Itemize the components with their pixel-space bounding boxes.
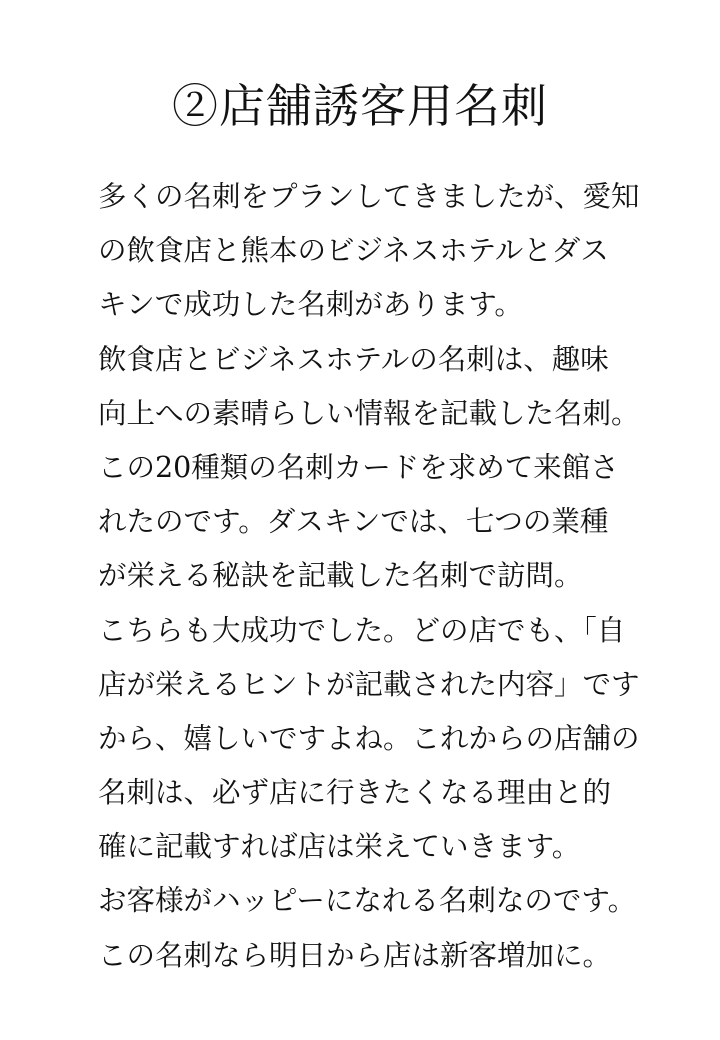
body-line: 多くの名刺をプランしてきましたが、愛知	[98, 180, 640, 213]
body-line: 飲食店とビジネスホテルの名刺は、趣味	[98, 342, 609, 376]
body-text	[98, 170, 698, 983]
body-line: こちらも大成功でした。どの店でも、「自	[98, 613, 626, 647]
body-line: が栄える秘訣を記載した名刺で訪問。	[98, 559, 583, 593]
body-line: 確に記載すれば店は栄えていきます。	[98, 830, 581, 864]
body-line: キンで成功した名刺があります。	[98, 288, 523, 322]
body-line: 向上への素晴らしい情報を記載した名刺。	[98, 396, 640, 430]
body-line: この名刺なら明日から店は新客増加に。	[98, 938, 612, 972]
body-line: の飲食店と熊本のビジネスホテルとダス	[98, 234, 609, 268]
body-line: 名刺は、必ず店に行きたくなる理由と的	[98, 776, 612, 810]
page-title: ②店舗誘客用名刺	[172, 79, 548, 133]
body-line: れたのです。ダスキンでは、七つの業種	[98, 505, 609, 539]
body-line: 店が栄えるヒントが記載された内容」です	[98, 667, 640, 701]
body-line: この20種類の名刺カードを求めて来館さ	[98, 450, 619, 484]
body-line: から、嬉しいですよね。これからの店舗の	[98, 721, 640, 755]
body-line: お客様がハッピーになれる名刺なのです。	[98, 884, 637, 918]
